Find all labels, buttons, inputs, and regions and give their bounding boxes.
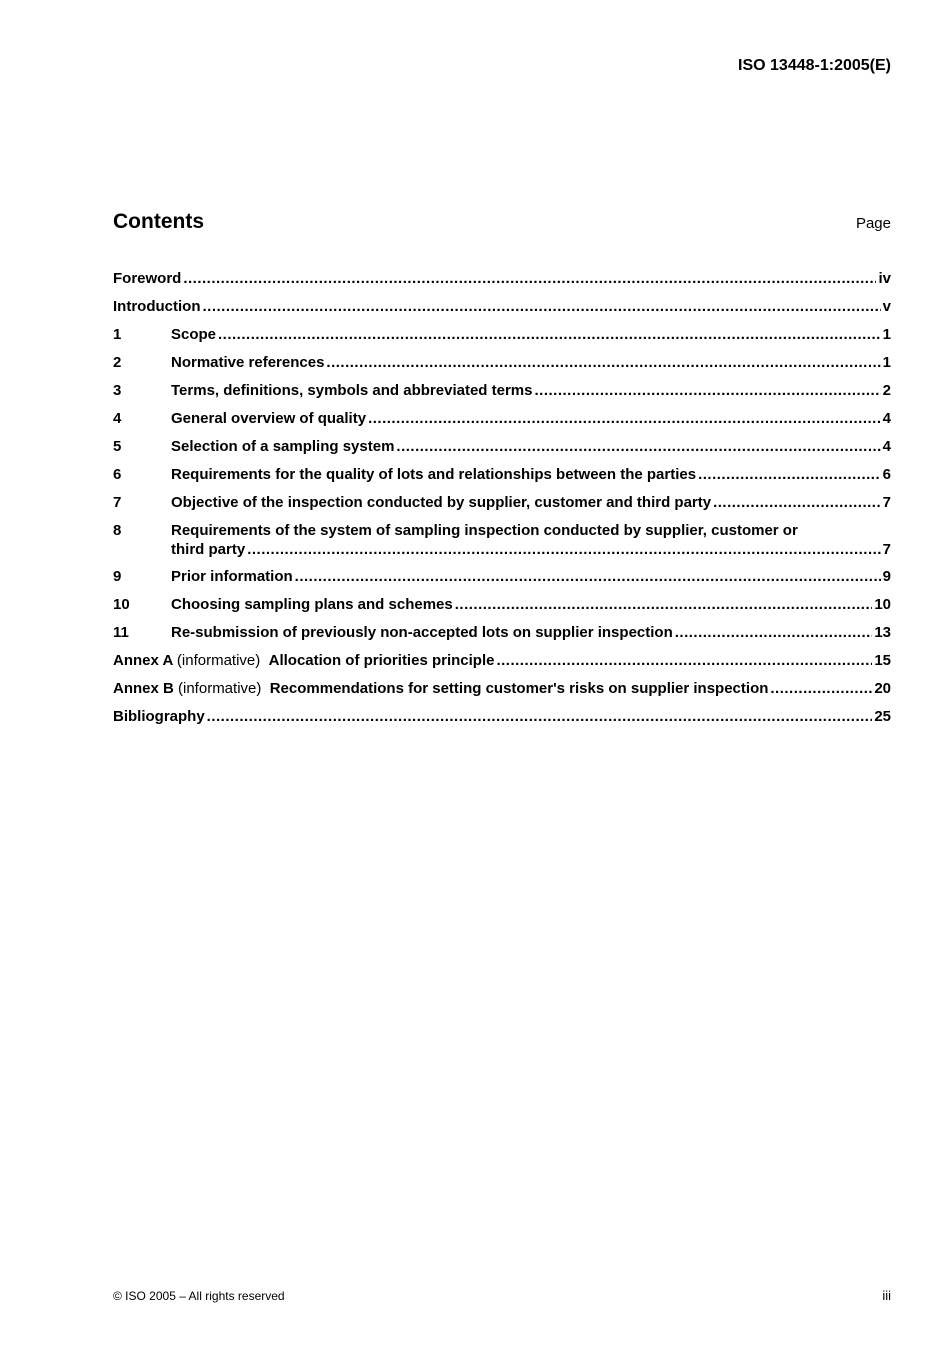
toc-entry-label: Choosing sampling plans and schemes (171, 596, 453, 613)
toc-entry-number: 11 (113, 624, 129, 641)
contents-title: Contents (113, 210, 204, 233)
toc-entry-label-line1: Requirements of the system of sampling inspection conducted by supplier, customer or (171, 522, 798, 539)
toc-entry-clause-3[interactable] (113, 381, 891, 409)
contents-header (113, 209, 891, 237)
dot-leader (247, 540, 880, 559)
toc-entry-page: 20 (874, 680, 891, 697)
toc-entry-page: 2 (882, 382, 891, 399)
toc-entry-label-line2: third party (171, 541, 246, 558)
dot-leader (326, 353, 880, 372)
toc-entry-clause-8[interactable] (113, 521, 891, 567)
toc-entry-label: Bibliography (113, 708, 205, 725)
toc-entry-label: Foreword (113, 270, 182, 287)
toc-entry-number: 3 (113, 382, 122, 399)
toc-entry-page: 25 (874, 708, 891, 725)
toc-entry-page: 10 (874, 596, 891, 613)
toc-entry-clause-2[interactable] (113, 353, 891, 381)
toc-entry-number: 6 (113, 466, 122, 483)
toc-entry-number: 10 (113, 596, 130, 613)
dot-leader (713, 493, 881, 512)
dot-leader (368, 409, 881, 428)
toc-entry-label: Introduction (113, 298, 201, 315)
dot-leader (207, 707, 873, 726)
toc-entry-clause-1[interactable] (113, 325, 891, 353)
document-id: ISO 13448-1:2005(E) (738, 57, 891, 74)
toc-entry-page: v (882, 298, 891, 315)
page-column-label: Page (855, 215, 891, 232)
footer-page-number: iii (882, 1288, 891, 1303)
toc-entry-annex-a[interactable] (113, 651, 891, 679)
annex-title: Recommendations for setting customer's risks on supplier inspection (269, 680, 769, 697)
annex-type: (informative) (176, 652, 261, 669)
toc-entry-number: 1 (113, 326, 122, 343)
toc-entry-label: Selection of a sampling system (171, 438, 395, 455)
dot-leader (535, 381, 881, 400)
dot-leader (455, 595, 873, 614)
toc-entry-page: 6 (882, 466, 891, 483)
toc-entry-number: 8 (113, 522, 122, 539)
toc-entry-foreword[interactable] (113, 269, 891, 297)
toc-entry-label: Scope (171, 326, 217, 343)
toc-entry-label: Normative references (171, 354, 325, 371)
dot-leader (202, 297, 880, 316)
toc-entry-page: 13 (874, 624, 891, 641)
toc-entry-label: Terms, definitions, symbols and abbreviated terms (171, 382, 533, 399)
toc-entry-clause-10[interactable] (113, 595, 891, 623)
toc-entry-bibliography[interactable] (113, 707, 891, 735)
dot-leader (675, 623, 873, 642)
toc-entry-clause-6[interactable] (113, 465, 891, 493)
table-of-contents (113, 269, 891, 735)
toc-entry-page: 4 (882, 438, 891, 455)
dot-leader (183, 269, 876, 288)
toc-entry-clause-9[interactable] (113, 567, 891, 595)
toc-entry-page: 1 (882, 326, 891, 343)
toc-entry-number: 2 (113, 354, 122, 371)
toc-entry-label: Prior information (171, 568, 293, 585)
toc-entry-clause-4[interactable] (113, 409, 891, 437)
dot-leader (396, 437, 880, 456)
toc-entry-number: 5 (113, 438, 122, 455)
dot-leader (496, 651, 872, 670)
toc-entry-page: 4 (882, 410, 891, 427)
dot-leader (770, 679, 872, 698)
toc-entry-label: Objective of the inspection conducted by supplier, customer and third party (171, 494, 712, 511)
toc-entry-clause-5[interactable] (113, 437, 891, 465)
toc-entry-label (113, 651, 494, 670)
toc-entry-clause-7[interactable] (113, 493, 891, 521)
toc-entry-introduction[interactable] (113, 297, 891, 325)
toc-entry-page: 15 (874, 652, 891, 669)
dot-leader (295, 567, 881, 586)
toc-entry-label: Requirements for the quality of lots and relationships between the parties (171, 466, 697, 483)
toc-entry-page: 7 (882, 494, 891, 511)
toc-entry-annex-b[interactable] (113, 679, 891, 707)
toc-entry-number: 9 (113, 568, 122, 585)
toc-entry-clause-11[interactable] (113, 623, 891, 651)
toc-entry-number: 7 (113, 494, 122, 511)
toc-entry-number: 4 (113, 410, 122, 427)
toc-entry-page: iv (878, 270, 891, 287)
annex-id: Annex B (113, 680, 174, 697)
dot-leader (218, 325, 881, 344)
toc-entry-page: 1 (882, 354, 891, 371)
toc-entry-page: 9 (882, 568, 891, 585)
annex-id: Annex A (113, 652, 173, 669)
toc-entry-page: 7 (882, 541, 891, 558)
toc-entry-label: Re-submission of previously non-accepted lots on supplier inspection (171, 624, 673, 641)
annex-type: (informative) (178, 680, 262, 697)
toc-entry-label (113, 679, 768, 698)
toc-entry-label: General overview of quality (171, 410, 367, 427)
dot-leader (698, 465, 881, 484)
footer-copyright: © ISO 2005 – All rights reserved (113, 1289, 285, 1303)
annex-title: Allocation of priorities principle (268, 652, 495, 669)
